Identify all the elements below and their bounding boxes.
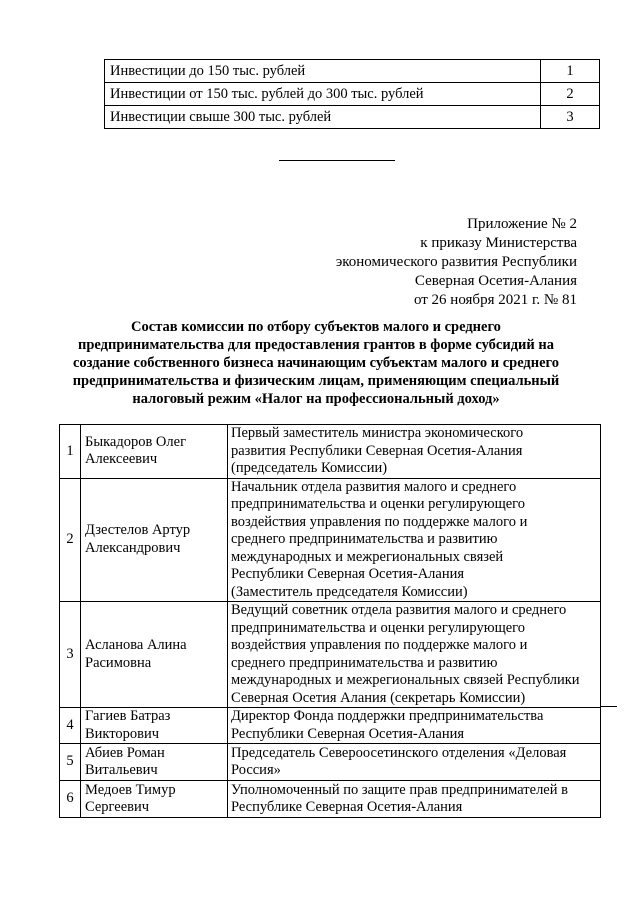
member-number: 3 xyxy=(60,602,81,708)
table-row xyxy=(60,602,601,708)
annex-line: Северная Осетия-Алания xyxy=(414,273,577,289)
document-heading: Состав комиссии по отбору субъектов малого и среднего предпринимательства для предоставления грантов в форме субсидий на создание собственного бизнеса начинающим субъектам малого и среднего предпринимательства и физическим лицам, применяющим специальный налоговый режим «Налог на профессиональный доход» xyxy=(72,319,560,407)
investment-score-table xyxy=(104,59,600,129)
investment-score: 3 xyxy=(541,106,600,129)
table-row xyxy=(60,478,601,602)
table-row xyxy=(60,425,601,479)
member-position: Директор Фонда поддержки предпринимательства Республики Северная Осетия-Алания xyxy=(228,708,601,744)
member-number: 4 xyxy=(60,708,81,744)
annex-line: экономического развития Республики xyxy=(335,254,577,270)
table-row xyxy=(105,60,600,83)
annex-line: к приказу Министерства xyxy=(420,235,577,251)
table-row xyxy=(60,781,601,818)
annex-header xyxy=(336,215,577,310)
member-position: Начальник отдела развития малого и среднего предпринимательства и оценки регулирующего воздействия управления по поддержке малого и среднего предпринимательства и развитию международных и межрегиональных связей Республики Северная Осетия-Алания (Заместитель председателя Комиссии) xyxy=(228,478,601,602)
member-name: Гагиев Батраз Викторович xyxy=(81,708,228,744)
member-number: 5 xyxy=(60,744,81,781)
member-position: Первый заместитель министра экономического развития Республики Северная Осетия-Алания (председатель Комиссии) xyxy=(228,425,601,479)
member-name: Асланова Алина Расимовна xyxy=(81,602,228,708)
annex-line: Приложение № 2 xyxy=(467,216,577,232)
investment-score: 2 xyxy=(541,83,600,106)
member-name: Медоев Тимур Сергеевич xyxy=(81,781,228,818)
member-name: Дзестелов Артур Александрович xyxy=(81,478,228,602)
investment-label: Инвестиции до 150 тыс. рублей xyxy=(105,60,541,83)
member-number: 6 xyxy=(60,781,81,818)
table-row xyxy=(105,83,600,106)
commission-members-table xyxy=(59,424,601,818)
member-position: Уполномоченный по защите прав предпринимателей в Республике Северная Осетия-Алания xyxy=(228,781,601,818)
investment-label: Инвестиции свыше 300 тыс. рублей xyxy=(105,106,541,129)
member-name: Абиев Роман Витальевич xyxy=(81,744,228,781)
table-row xyxy=(60,708,601,744)
member-number: 2 xyxy=(60,478,81,602)
member-number: 1 xyxy=(60,425,81,479)
table-edge-mark xyxy=(601,706,617,707)
investment-score: 1 xyxy=(541,60,600,83)
investment-label: Инвестиции от 150 тыс. рублей до 300 тыс. рублей xyxy=(105,83,541,106)
table-row xyxy=(105,106,600,129)
table-row xyxy=(60,744,601,781)
member-position: Ведущий советник отдела развития малого и среднего предпринимательства и оценки регулирующего воздействия управления по поддержке малого и среднего предпринимательства и развитию международных и межрегиональных связей Республики Северная Осетия Алания (секретарь Комиссии) xyxy=(228,602,601,708)
member-name: Быкадоров Олег Алексеевич xyxy=(81,425,228,479)
member-position: Председатель Североосетинского отделения «Деловая Россия» xyxy=(228,744,601,781)
annex-line: от 26 ноября 2021 г. № 81 xyxy=(413,292,577,308)
section-divider xyxy=(279,160,395,161)
